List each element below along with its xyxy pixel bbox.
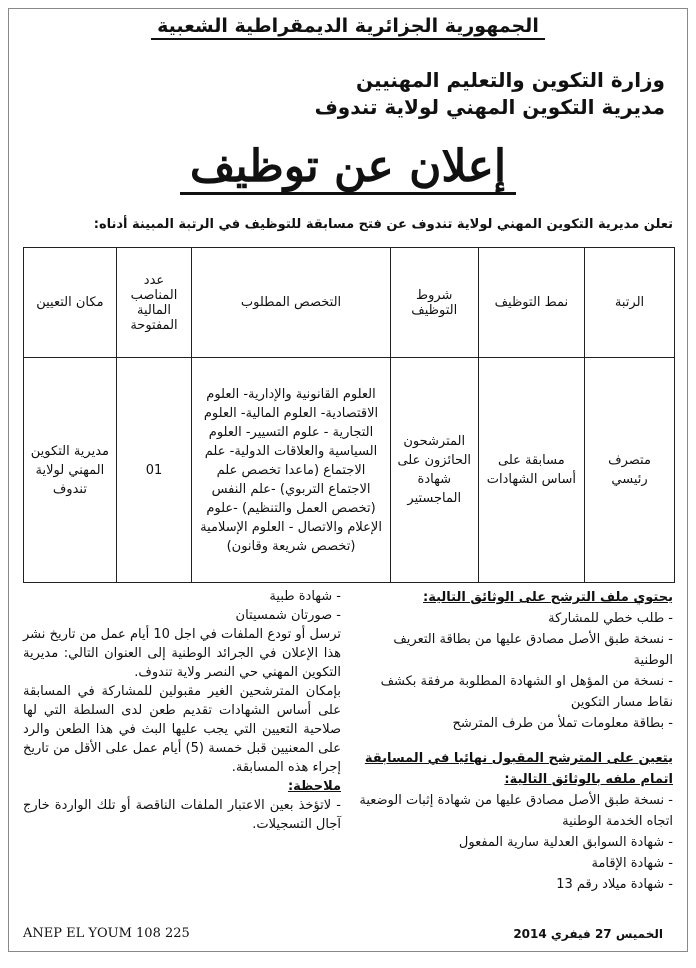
recruitment-table bbox=[23, 247, 675, 583]
header-positions: عدد المناصب المالية المفتوحة bbox=[116, 248, 191, 358]
cell-mode: مسابقة على أساس الشهادات bbox=[478, 358, 584, 583]
list-item: - شهادة الإقامة bbox=[591, 856, 673, 871]
announcement-page bbox=[8, 8, 688, 952]
header-mode: نمط التوظيف bbox=[478, 248, 584, 358]
required-documents-column bbox=[353, 587, 673, 895]
title-text: إعلان عن توظيف bbox=[180, 141, 516, 195]
list-item: - شهادة طبية bbox=[269, 589, 341, 604]
list-item: - شهادة السوابق العدلية سارية المفعول bbox=[458, 835, 673, 850]
final-section-heading: يتعين على المترشح المقبول نهائيا في المسابقة اتمام ملفه بالوثائق التالية: bbox=[364, 751, 673, 787]
announcement-title bbox=[9, 141, 687, 192]
directorate-name: مديرية التكوين المهني لولاية تندوف bbox=[314, 95, 665, 119]
header-conditions: شروط التوظيف bbox=[390, 248, 478, 358]
list-item: - شهادة ميلاد رقم 13 bbox=[556, 877, 673, 892]
list-item: - نسخة من المؤهل او الشهادة المطلوبة مرفقة بكشف نقاط مسار التكوين bbox=[380, 674, 673, 710]
cell-specialty: العلوم القانونية والإدارية- العلوم الاقتصادية- العلوم المالية- العلوم التجارية - علوم التسيير- العلوم السياسية والعلاقات الدولية- علم الاجتماع (ماعدا تخصص علم الاجتماع التربوي) -علم النفس (تخصص العمل والتنظيم) -علوم الإعلام والاتصال - العلوم الإسلامية (تخصص شريعة وقانون) bbox=[192, 358, 391, 583]
list-item: - نسخة طبق الأصل مصادق عليها من شهادة إثبات الوضعية اتجاه الخدمة الوطنية bbox=[359, 793, 673, 829]
note-heading: ملاحظة: bbox=[287, 779, 341, 794]
appeal-paragraph: بإمكان المترشحين الغير مقبولين للمشاركة في المسابقة على أساس الشهادات تقديم طعن لدى السلطة التي لها صلاحية التعيين التي يجب عليها البث في هذا الطعن والرد على المعنيين قبل خمسة (5) أيام عمل على الأقل من تاريخ إجراء هذه المسابقة. bbox=[23, 684, 341, 775]
header-place: مكان التعيين bbox=[24, 248, 117, 358]
list-item: - طلب خطي للمشاركة bbox=[548, 611, 673, 626]
cell-place: مديرية التكوين المهني لولاية تندوف bbox=[24, 358, 117, 583]
list-item: - نسخة طبق الأصل مصادق عليها من بطاقة التعريف الوطنية bbox=[393, 632, 673, 668]
cell-rank: متصرف رئيسي bbox=[585, 358, 675, 583]
submission-column bbox=[23, 587, 341, 834]
intro-text: تعلن مديرية التكوين المهني لولاية تندوف عن فتح مسابقة للتوظيف في الرتبة المبينة أدناه: bbox=[93, 217, 673, 232]
table-header-row bbox=[24, 248, 675, 358]
republic-header bbox=[9, 15, 687, 37]
cell-positions: 01 bbox=[116, 358, 191, 583]
note-text: - لاتؤخذ بعين الاعتبار الملفات الناقصة أو تلك الواردة خارج آجال التسجيلات. bbox=[23, 798, 341, 832]
header-specialty: التخصص المطلوب bbox=[192, 248, 391, 358]
publication-date: الخميس 27 فيفري 2014 bbox=[513, 927, 663, 941]
header-rank: الرتبة bbox=[585, 248, 675, 358]
file-section-heading: يحتوي ملف الترشح على الوثائق التالية: bbox=[423, 590, 673, 605]
submission-paragraph: ترسل أو تودع الملفات في اجل 10 أيام عمل من تاريخ نشر هذا الإعلان في الجرائد الوطنية إلى العنوان التالي: مديرية التكوين المهني حي النصر ولاية تندوف. bbox=[23, 627, 341, 680]
list-item: - صورتان شمسيتان bbox=[235, 608, 341, 623]
table-row bbox=[24, 358, 675, 583]
ministry-name: وزارة التكوين والتعليم المهنيين bbox=[356, 68, 665, 92]
anep-reference: ANEP EL YOUM 108 225 bbox=[23, 926, 190, 941]
cell-conditions: المترشحون الحائزون على شهادة الماجستير bbox=[390, 358, 478, 583]
issuer-block bbox=[315, 67, 665, 121]
list-item: - بطاقة معلومات تملأ من طرف المترشح bbox=[452, 716, 673, 731]
republic-name: الجمهورية الجزائرية الديمقراطية الشعبية bbox=[151, 15, 545, 40]
